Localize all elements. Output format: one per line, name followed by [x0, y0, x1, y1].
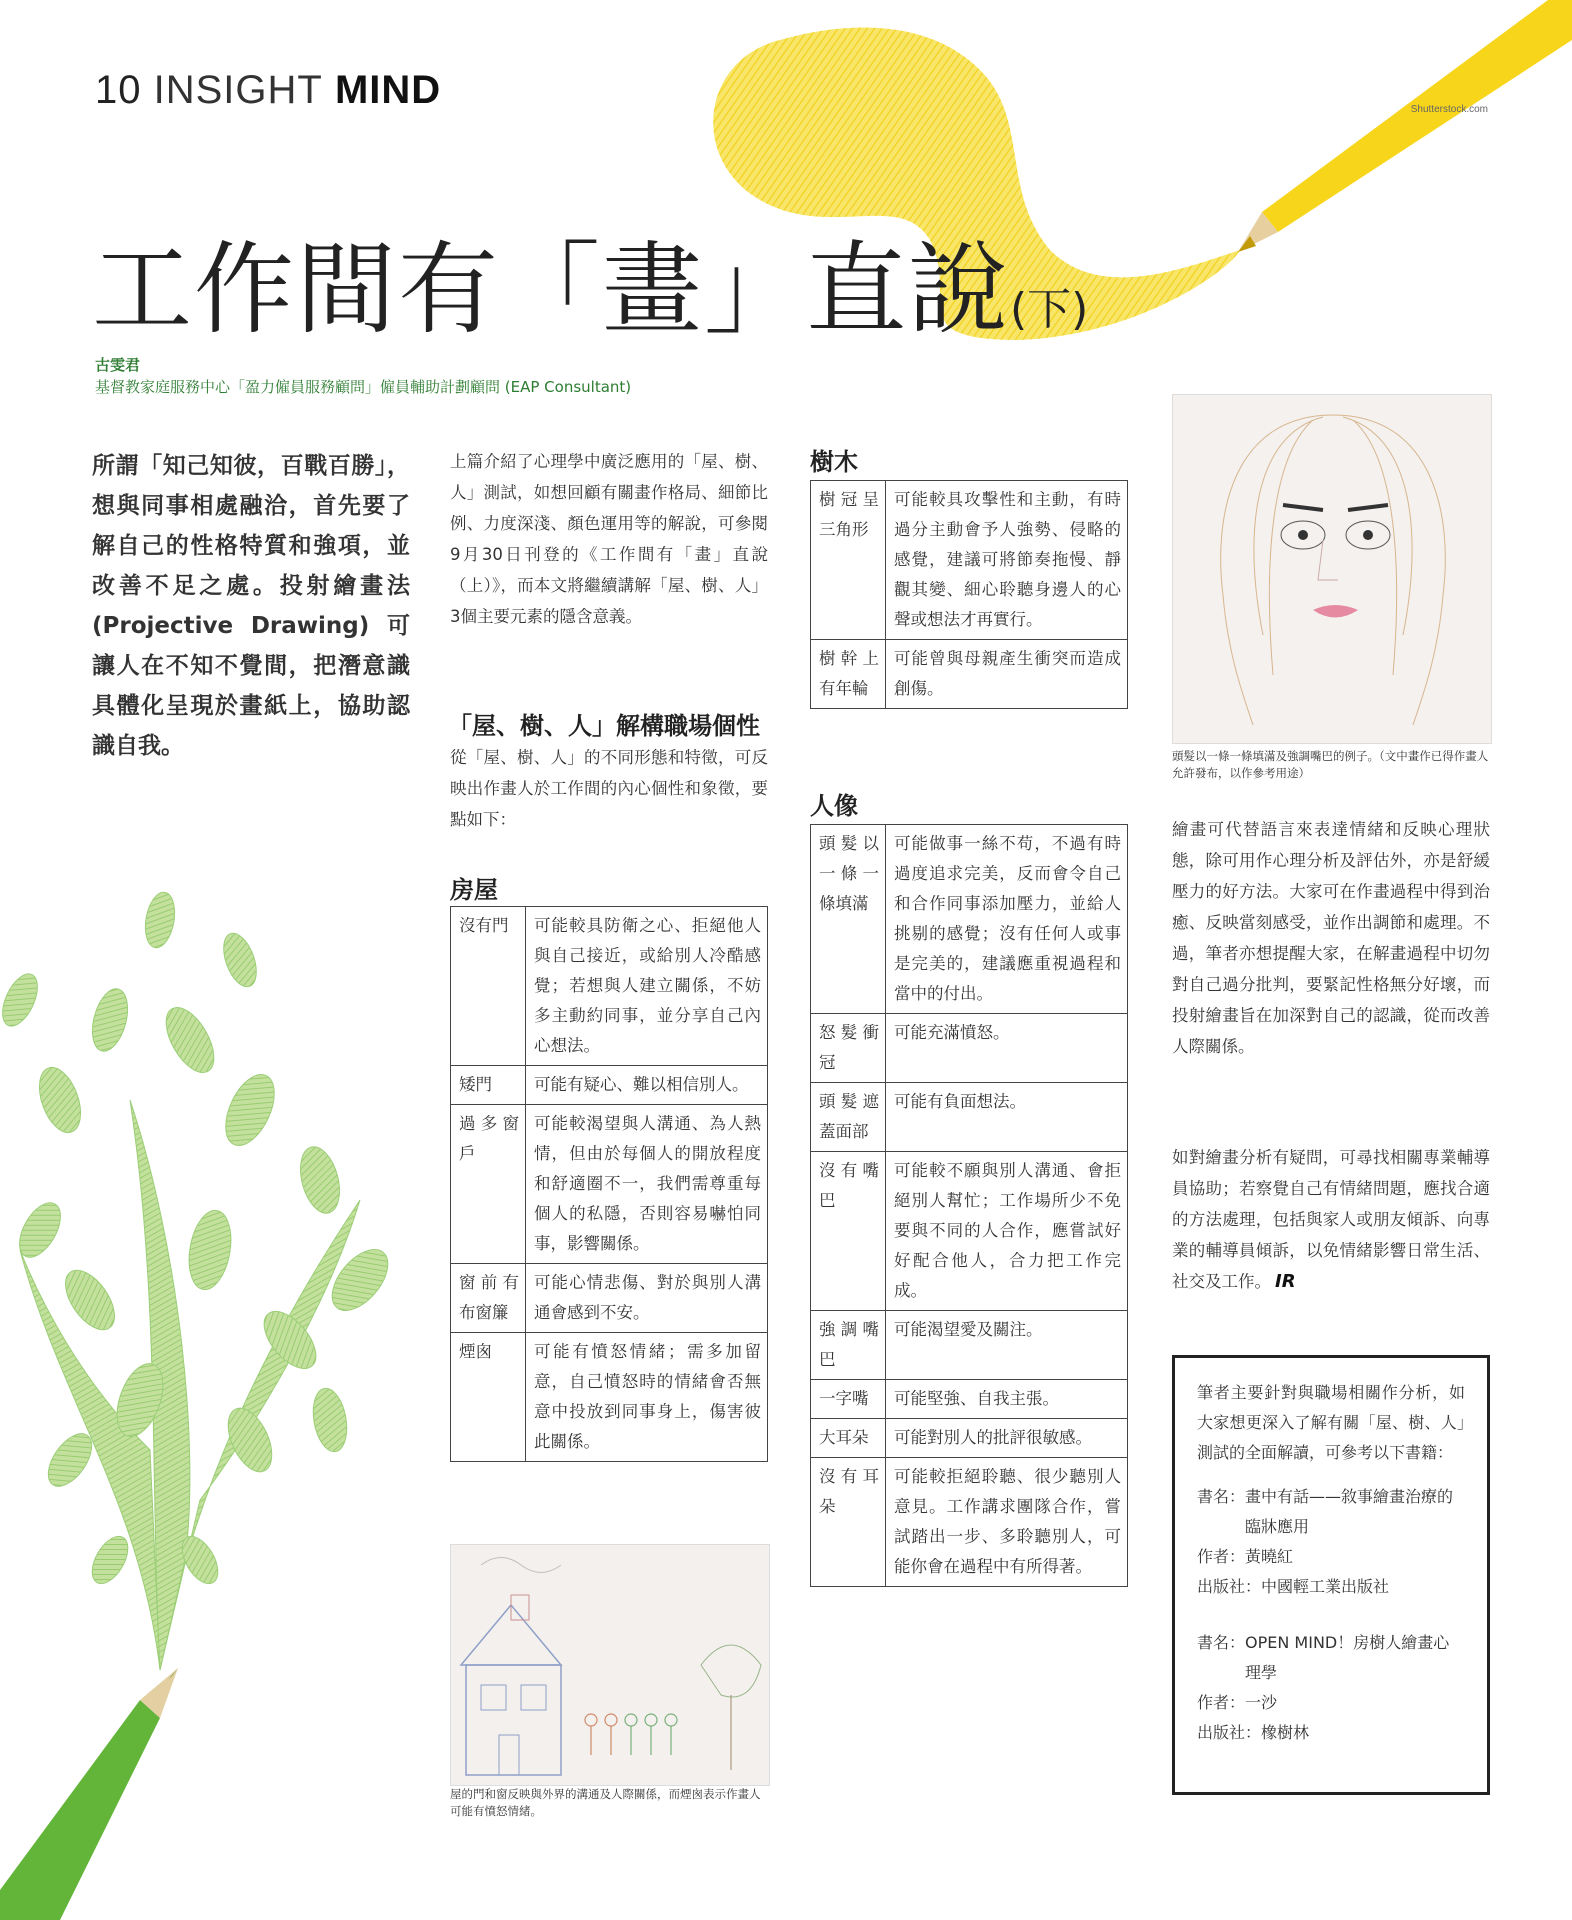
section-heading: 「屋、樹、人」解構職場個性: [448, 712, 760, 740]
table-row: [451, 907, 768, 1066]
section-text: 從「屋、樹、人」的不同形態和特徵，可反映出作畫人於工作間的內心個性和象徵，要點如下：: [450, 748, 768, 829]
book-title-label: 書名：: [1197, 1487, 1246, 1506]
house-drawing-photo: [450, 1544, 770, 1786]
table-key: 頭髮以一條一條填滿: [811, 825, 886, 1014]
closing-paragraph-2-text: 如對繪畫分析有疑問，可尋找相關專業輔導員協助；若察覺自己有情緒問題，應找合適的方法處理，包括與家人或朋友傾訴、向專業的輔導員傾訴，以免情緒影響日常生活、社交及工作。: [1172, 1148, 1490, 1291]
tree-table: [810, 480, 1128, 709]
table-value: 可能較渴望與人溝通、為人熱情，但由於每個人的開放程度和舒適圈不一，我們需尊重每個人的私隱，否則容易嚇怕同事，影響關係。: [526, 1105, 768, 1264]
table-row: [811, 1152, 1128, 1311]
portrait-caption: 頭髮以一條一條填滿及強調嘴巴的例子。（文中畫作已得作畫人允許發布，以作參考用途）: [1172, 749, 1489, 780]
author-affiliation: 基督教家庭服務中心「盈力僱員服務顧問」僱員輔助計劃顧問 (EAP Consultant): [95, 378, 632, 396]
book-title: 畫中有話——敘事繪畫治療的臨牀應用: [1245, 1487, 1454, 1536]
closing-paragraph-2: [1172, 1142, 1490, 1297]
book-publisher: 橡樹林: [1261, 1723, 1310, 1742]
title-main: 工作間有「畫」直說: [92, 231, 1010, 348]
table-key: 頭髮遮蓋面部: [811, 1083, 886, 1152]
book-publisher-label: 出版社：: [1197, 1577, 1262, 1596]
table-key: 沒有嘴巴: [811, 1152, 886, 1311]
table-row: [451, 1264, 768, 1333]
table-value: 可能充滿憤怒。: [886, 1014, 1128, 1083]
book-author: 一沙: [1245, 1693, 1278, 1712]
page-number: 10: [95, 68, 142, 112]
table-row: [811, 1458, 1128, 1587]
table-row: [811, 825, 1128, 1014]
author-name: 古雯君: [95, 356, 141, 374]
tree-heading: 樹木: [810, 448, 858, 476]
table-key: 煙囪: [451, 1333, 526, 1462]
table-value: 可能有憤怒情緒；需多加留意，自己憤怒時的情緒會否無意中投放到同事身上，傷害彼此關係。: [526, 1333, 768, 1462]
house-heading: 房屋: [450, 876, 498, 904]
book-author-label: 作者：: [1197, 1547, 1246, 1566]
table-key: 窗前有布窗簾: [451, 1264, 526, 1333]
table-value: 可能較具防衛之心、拒絕他人與自己接近，或給別人冷酷感覺；若想與人建立關係，不妨多主動約同事，並分享自己內心想法。: [526, 907, 768, 1066]
masthead-insight: INSIGHT: [153, 68, 323, 112]
book-author: 黃曉紅: [1245, 1547, 1294, 1566]
table-row: [451, 1066, 768, 1105]
table-value: 可能堅強、自我主張。: [886, 1380, 1128, 1419]
house-caption: 屋的門和窗反映與外界的溝通及人際關係，而煙囪表示作畫人可能有憤怒情緒。: [450, 1787, 761, 1818]
table-value: 可能對別人的批評很敏感。: [886, 1419, 1128, 1458]
image-credit: Shutterstock.com: [1410, 104, 1488, 115]
table-row: [811, 1380, 1128, 1419]
title-sub: (下): [1010, 284, 1089, 335]
book-author-label: 作者：: [1197, 1693, 1246, 1712]
lead-paragraph: 所謂「知己知彼，百戰百勝」，想與同事相處融洽，首先要了解自己的性格特質和強項，並改善不足之處。投射繪畫法 (Projective Drawing) 可讓人在不知不覺間，把潛意識具體化呈現於畫紙上，協助認識自我。: [92, 453, 410, 759]
green-leaves-illustration: [0, 890, 398, 1670]
table-key: 矮門: [451, 1066, 526, 1105]
book-entry: [1197, 1482, 1465, 1602]
book-reference-box: [1172, 1355, 1490, 1795]
house-table: [450, 906, 768, 1462]
masthead: [95, 68, 441, 113]
end-mark-logo: IR: [1275, 1271, 1296, 1292]
table-row: [451, 1333, 768, 1462]
book-publisher-label: 出版社：: [1197, 1723, 1262, 1742]
table-row: [811, 481, 1128, 640]
table-row: [811, 1419, 1128, 1458]
table-value: 可能有疑心、難以相信別人。: [526, 1066, 768, 1105]
table-key: 沒有門: [451, 907, 526, 1066]
green-pencil-icon: [0, 1668, 178, 1920]
table-key: 大耳朵: [811, 1419, 886, 1458]
table-row: [451, 1105, 768, 1264]
article-title: [92, 231, 1089, 348]
portrait-drawing-illustration: [1173, 395, 1491, 743]
closing-paragraph-1: 繪畫可代替語言來表達情緒和反映心理狀態，除可用作心理分析及評估外，亦是舒緩壓力的好方法。大家可在作畫過程中得到治癒、反映當刻感受，並作出調節和處理。不過，筆者亦想提醒大家，在解畫過程中切勿對自己過分批判，要緊記性格無分好壞，而投射繪畫旨在加深對自己的認識，從而改善人際關係。: [1172, 820, 1490, 1056]
table-key: 沒有耳朵: [811, 1458, 886, 1587]
table-value: 可能曾與母親產生衝突而造成創傷。: [886, 640, 1128, 709]
book-publisher: 中國輕工業出版社: [1261, 1577, 1390, 1596]
table-value: 可能較不願與別人溝通、會拒絕別人幫忙；工作場所少不免要與不同的人合作，應嘗試好好配合他人，合力把工作完成。: [886, 1152, 1128, 1311]
table-key: 一字嘴: [811, 1380, 886, 1419]
table-value: 可能做事一絲不苟，不過有時過度追求完美，反而會令自己和合作同事添加壓力，並給人挑剔的感覺；沒有任何人或事是完美的，建議應重視過程和當中的付出。: [886, 825, 1128, 1014]
table-value: 可能有負面想法。: [886, 1083, 1128, 1152]
table-row: [811, 1083, 1128, 1152]
intro-paragraph: 上篇介紹了心理學中廣泛應用的「屋、樹、人」測試，如想回顧有關畫作格局、細節比例、力度深淺、顏色運用等的解說，可參閱9月30日刊登的《工作間有「畫」直說（上）》，而本文將繼續講解「屋、樹、人」3個主要元素的隱含意義。: [450, 452, 768, 626]
portrait-drawing-photo: [1172, 394, 1492, 744]
person-heading: 人像: [810, 792, 858, 820]
table-key: 強調嘴巴: [811, 1311, 886, 1380]
table-row: [811, 1014, 1128, 1083]
table-value: 可能較拒絕聆聽、很少聽別人意見。工作講求團隊合作，嘗試踏出一步、多聆聽別人，可能你會在過程中有所得著。: [886, 1458, 1128, 1587]
house-drawing-illustration: [451, 1545, 769, 1785]
table-key: 怒髮衝冠: [811, 1014, 886, 1083]
table-value: 可能渴望愛及關注。: [886, 1311, 1128, 1380]
table-key: 樹冠呈三角形: [811, 481, 886, 640]
box-intro: 筆者主要針對與職場相關作分析，如大家想更深入了解有關「屋、樹、人」測試的全面解讀，可參考以下書籍：: [1197, 1383, 1465, 1462]
book-title: OPEN MIND！房樹人繪畫心理學: [1245, 1633, 1450, 1682]
table-key: 樹幹上有年輪: [811, 640, 886, 709]
table-row: [811, 1311, 1128, 1380]
masthead-mind: MIND: [334, 68, 442, 112]
book-title-label: 書名：: [1197, 1633, 1246, 1652]
table-row: [811, 640, 1128, 709]
table-key: 過多窗戶: [451, 1105, 526, 1264]
table-value: 可能心情悲傷、對於與別人溝通會感到不安。: [526, 1264, 768, 1333]
yellow-pencil-icon: [1238, 0, 1572, 252]
book-entry: [1197, 1628, 1465, 1748]
table-value: 可能較具攻擊性和主動，有時過分主動會予人強勢、侵略的感覺，建議可將節奏拖慢、靜觀其變、細心聆聽身邊人的心聲或想法才再實行。: [886, 481, 1128, 640]
person-table: [810, 824, 1128, 1587]
